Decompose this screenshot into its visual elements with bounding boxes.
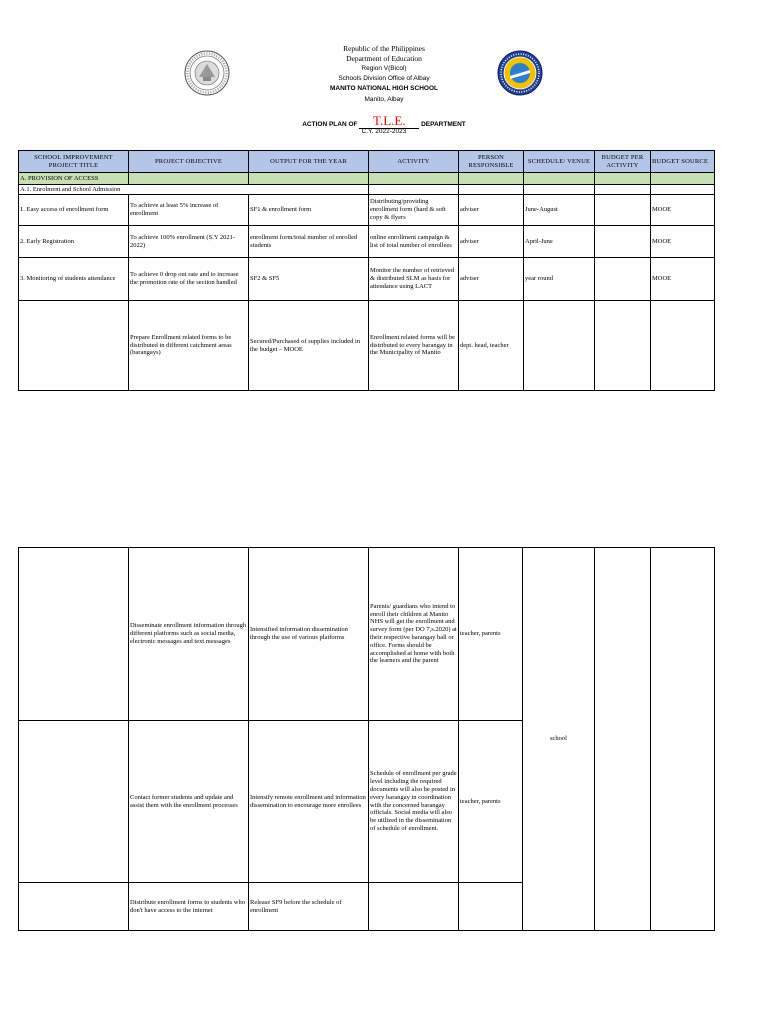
section-cell <box>249 173 369 185</box>
table-cell: MOOE <box>651 258 715 301</box>
table-cell: To achieve 0 drop out rate and to increase the promotion rate of the section handled <box>129 258 249 301</box>
address-heading: Manito, Albay <box>364 96 404 103</box>
table-cell: Prepare Enrollment related forms to be distributed in different catchment areas (barangays) <box>129 301 249 391</box>
header-cell: PROJECT OBJECTIVE <box>129 151 249 173</box>
subsection-row <box>19 185 715 195</box>
table-cell: Distributing/providing enrollment form (hard & soft copy & flyers <box>369 195 459 226</box>
subsection-label: A.1. Enrolment and School Admission <box>19 185 249 195</box>
action-plan-prefix: ACTION PLAN OF <box>302 121 358 128</box>
republic-heading: Republic of the Philippines <box>343 44 425 53</box>
division-heading: Schools Division Office of Albay <box>338 75 430 82</box>
table-row <box>19 226 715 258</box>
table-cell: Secured/Purchased of supplies included in the budget – MOOE <box>249 301 369 391</box>
table-cell <box>19 721 129 883</box>
header-cell: PERSON RESPONSIBLE <box>459 151 524 173</box>
budget-cell-merged <box>595 548 651 931</box>
table-cell <box>595 258 651 301</box>
table-cell: 1. Easy access of enrollment form <box>19 195 129 226</box>
table-cell: June-August <box>524 195 595 226</box>
table-cell <box>249 185 369 195</box>
table-cell: Parents/ guardians who intend to enroll their children at Manito NHS will get the enrollment and survey form (per DO 7,s.2020) at their respective barangay hall or office. Forms should be accomplished at home with both the learners and the parent <box>369 548 459 721</box>
table-cell <box>19 883 129 931</box>
table-cell: adviser <box>459 258 524 301</box>
table-cell: 2. Early Registration <box>19 226 129 258</box>
table-cell <box>595 185 651 195</box>
table-cell <box>459 883 523 931</box>
school-year: C.Y. 2022-2023 <box>361 128 407 135</box>
header-cell: BUDGET SOURCE <box>651 151 715 173</box>
header-cell: ACTIVITY <box>369 151 459 173</box>
table-cell: To achieve at least 5% increase of enrollment <box>129 195 249 226</box>
table-cell: Release SF9 before the schedule of enrollment <box>249 883 369 931</box>
table-cell: teacher, parents <box>459 548 523 721</box>
section-cell <box>651 173 715 185</box>
table-cell: year round <box>524 258 595 301</box>
table-cell <box>459 185 524 195</box>
table-cell <box>369 185 459 195</box>
table-cell <box>595 301 651 391</box>
table-cell <box>524 301 595 391</box>
section-cell <box>369 173 459 185</box>
source-cell-merged <box>651 548 715 931</box>
table-cell: online enrollment campaign & list of total number of enrollees <box>369 226 459 258</box>
table-cell <box>369 883 459 931</box>
table-cell: MOOE <box>651 226 715 258</box>
table-cell: enrollment form/total number of enrolled students <box>249 226 369 258</box>
table-cell: Intensify remote enrollment and information dissemination to encourage more enrollees <box>249 721 369 883</box>
table-cell <box>595 195 651 226</box>
table-header-row <box>19 151 715 173</box>
section-row <box>19 173 715 185</box>
header-cell: OUTPUT FOR THE YEAR <box>249 151 369 173</box>
table-cell: MOOE <box>651 195 715 226</box>
table-cell: Contact former students and update and assist them with the enrollment processes <box>129 721 249 883</box>
table-cell: Monitor the number of retrieved & distributed SLM as basis for attendance using LACT <box>369 258 459 301</box>
table-cell: Schedule of enrollment per grade level including the required documents will also be posted in every barangay in coordination with the concerned barangay officials. Social media will also be utilized in the dissemination of schedule of enrollment. <box>369 721 459 883</box>
table-cell <box>19 548 129 721</box>
table-row <box>19 301 715 391</box>
table-row <box>19 195 715 226</box>
section-cell <box>595 173 651 185</box>
table-cell: SF2 & SF5 <box>249 258 369 301</box>
section-cell <box>129 173 249 185</box>
table-cell <box>651 185 715 195</box>
schedule-cell-merged: school <box>523 548 595 931</box>
table-cell: adviser <box>459 195 524 226</box>
table-cell: Distribute enrollment forms to students who don't have access to the internet <box>129 883 249 931</box>
table-cell <box>524 185 595 195</box>
table-cell <box>595 226 651 258</box>
table-cell: teacher, parents <box>459 721 523 883</box>
action-plan-table-continued <box>18 547 715 931</box>
action-plan-suffix: DEPARTMENT <box>421 121 466 128</box>
table-row <box>19 258 715 301</box>
table-cell: 3. Monitoring of students attendance <box>19 258 129 301</box>
header-cell: SCHOOL IMPROVEMENT PROJECT TITLE <box>19 151 129 173</box>
table-cell: Intensified information dissemination through the use of various platforms <box>249 548 369 721</box>
table-cell: dept. head, teacher <box>459 301 524 391</box>
department-heading: Department of Education <box>346 54 422 63</box>
school-name-heading: MANITO NATIONAL HIGH SCHOOL <box>330 85 438 92</box>
action-plan-table <box>18 150 715 391</box>
table-cell: To achieve 100% enrollment (S.Y 2021-2022) <box>129 226 249 258</box>
table-cell: adviser <box>459 226 524 258</box>
table-cell: April-June <box>524 226 595 258</box>
header-cell: SCHEDULE/ VENUE <box>524 151 595 173</box>
table-cell: Disseminate enrollment information through different platforms such as social media, electronic messages and text messages <box>129 548 249 721</box>
action-plan-dept-blank <box>359 114 419 129</box>
table-cell <box>19 301 129 391</box>
section-cell <box>459 173 524 185</box>
section-cell <box>524 173 595 185</box>
section-label: A. PROVISION OF ACCESS <box>19 173 129 185</box>
table-row <box>19 548 715 721</box>
header-cell: BUDGET PER ACTIVITY <box>595 151 651 173</box>
action-plan-dept: T.L.E. <box>372 113 406 128</box>
table-cell: SF1 & enrollment form <box>249 195 369 226</box>
region-heading: Region V(Bicol) <box>361 65 407 72</box>
table-cell: Enrollment related forms will be distributed to every barangay in the Municipality of Manito <box>369 301 459 391</box>
table-cell <box>651 301 715 391</box>
